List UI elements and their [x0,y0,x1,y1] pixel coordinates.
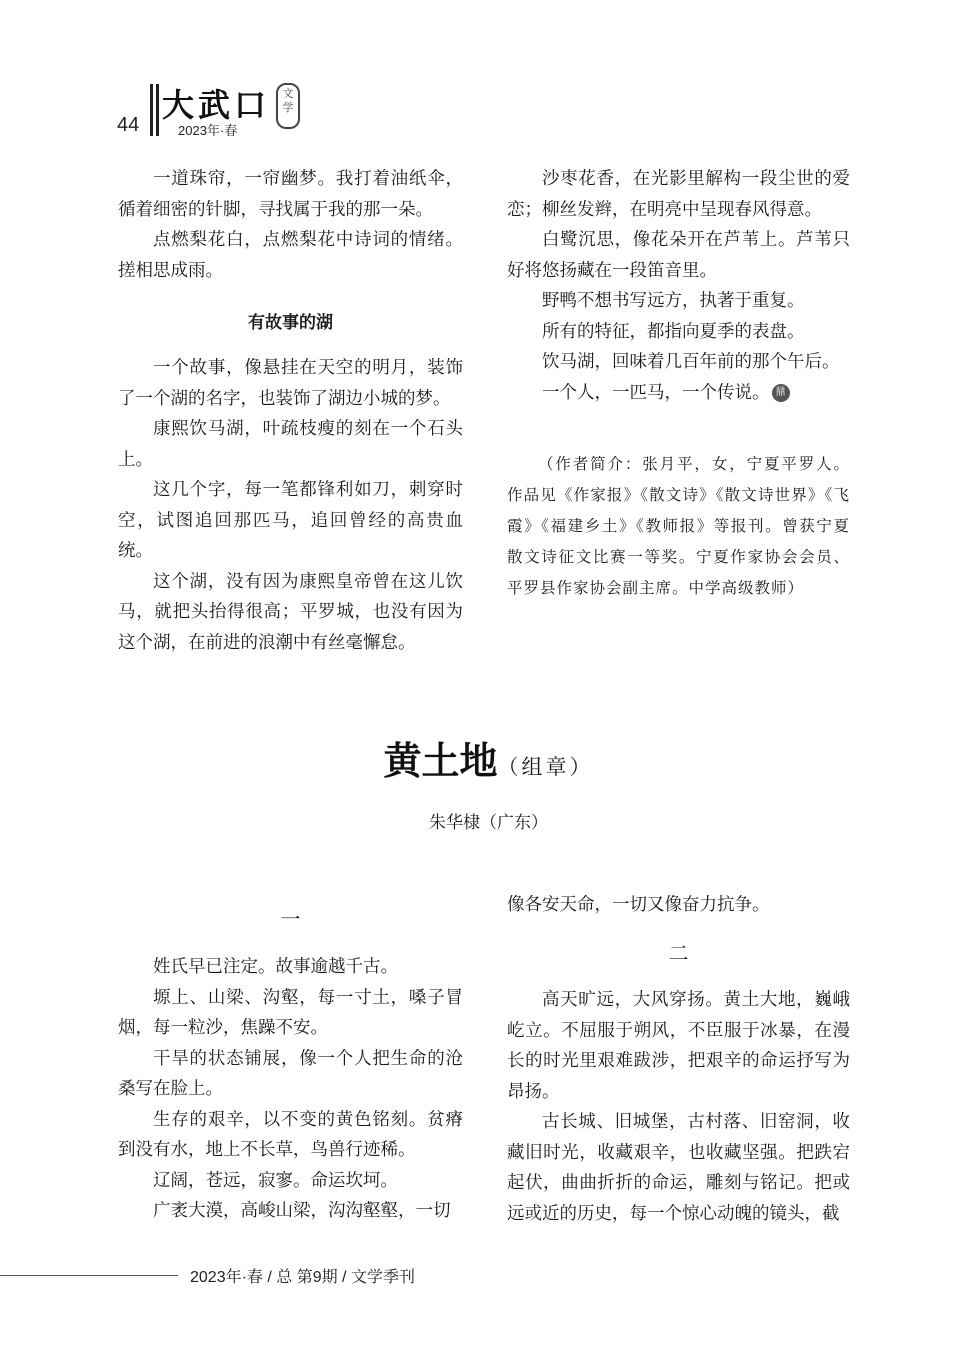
paragraph: 塬上、山梁、沟壑，每一寸土，嗓子冒烟，每一粒沙，焦躁不安。 [118,987,463,1038]
paragraph: 所有的特征，都指向夏季的表盘。 [542,321,805,342]
section-number-1: 一 [280,907,301,931]
paragraph: 沙枣花香，在光影里解构一段尘世的爱恋；柳丝发辫，在明亮中呈现春风得意。 [507,169,850,220]
article-title: 黄土地 [383,739,498,783]
section-title: 有故事的湖 [248,313,333,333]
header-divider [156,84,159,136]
header-divider [150,84,153,136]
end-mark-icon: 鼎 [772,384,790,402]
page-number: 44 [117,114,140,136]
paragraph-last [507,378,850,409]
paragraph: 这个湖，没有因为康熙皇帝曾在这儿饮马，就把头抬得很高；平罗城，也没有因为这个湖，在前进的浪潮中有丝毫懈怠。 [118,571,463,653]
paragraph: 高天旷远，大风穿扬。黄土大地，巍峨屹立。不屈服于朔风，不臣服于冰暴，在漫长的时光里艰难跋涉，把艰辛的命运抒写为昂扬。 [507,990,850,1102]
author-bio-text: （作者简介：张月平，女，宁夏平罗人。作品见《作家报》《散文诗》《散文诗世界》《飞霞》《福建乡土》《教师报》等报刊。曾获宁夏散文诗征文比赛一等奖。宁夏作家协会会员、平罗县作家协会副主席。中学高级教师） [507,455,850,597]
paragraph: 古长城、旧城堡，古村落、旧窑洞，收藏旧时光，收藏艰辛，也收藏坚强。把跌宕起伏，曲曲折折的命运，雕刻与铭记。把或远或近的历史，每一个惊心动魄的镜头，截 [507,1112,850,1224]
paragraph: 点燃梨花白，点燃梨花中诗词的情绪。搓相思成雨。 [118,230,463,281]
lower-right [507,985,850,1229]
paragraph: 像各安天命，一切又像奋力抗争。 [507,895,770,915]
paragraph: 饮马湖，回味着几百年前的那个午后。 [542,352,840,372]
paragraph: 姓氏早已注定。故事逾越千古。 [153,957,398,977]
paragraph: 辽阔，苍远，寂寥。命运坎坷。 [153,1170,398,1191]
paragraph: 白鹭沉思，像花朵开在芦苇上。芦苇只好将悠扬藏在一段笛音里。 [507,230,850,281]
footer-text: 2023年·春 / 总 第9期 / 文学季刊 [190,1269,415,1286]
footer-rule [0,1275,178,1276]
seal-logo: 文学 [276,83,300,129]
magazine-title: 大武口 [162,86,271,124]
article-author: 朱华棣（广东） [429,813,548,833]
paragraph: 一个故事，像悬挂在天空的明月，装饰了一个湖的名字，也装饰了湖边小城的梦。 [118,358,463,409]
upper-left-bottom [118,353,463,658]
upper-left-top [118,164,463,286]
author-bio [507,449,850,604]
article-title-block [0,730,977,785]
paragraph-text: 一个人，一匹马，一个传说。 [542,382,770,403]
lower-left [118,952,463,1227]
magazine-season: 2023年·春 [178,123,238,138]
lower-right-continued [507,890,850,921]
article-subtitle: （组章） [497,755,594,779]
paragraph: 广袤大漠，高峻山梁，沟沟壑壑，一切 [153,1201,451,1221]
paragraph: 一道珠帘，一帘幽梦。我打着油纸伞，循着细密的针脚，寻找属于我的那一朵。 [118,169,463,220]
paragraph: 干旱的状态铺展，像一个人把生命的沧桑写在脸上。 [118,1048,463,1099]
upper-right [507,164,850,408]
paragraph: 野鸭不想书写远方，执著于重复。 [542,291,805,311]
paragraph: 这几个字，每一笔都锋利如刀，刺穿时空，试图追回那匹马，追回曾经的高贵血统。 [118,480,463,561]
paragraph: 生存的艰辛，以不变的黄色铭刻。贫瘠到没有水，地上不长草，鸟兽行迹稀。 [118,1109,463,1160]
paragraph: 康熙饮马湖，叶疏枝瘦的刻在一个石头上。 [118,419,463,470]
section-number-2: 二 [668,941,689,965]
